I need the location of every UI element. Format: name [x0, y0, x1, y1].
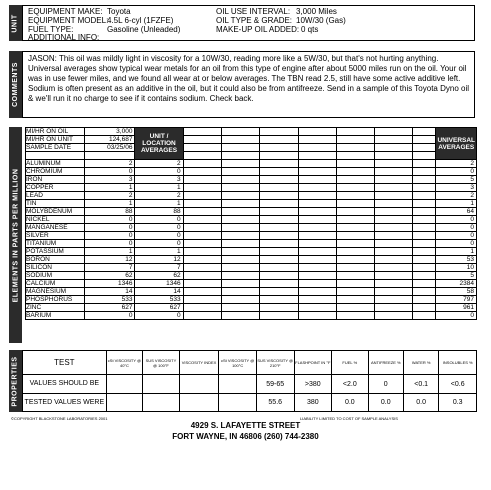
sample-info-label: MI/HR ON UNIT: [26, 136, 85, 144]
copyright-text: ©COPYRIGHT BLACKSTONE LABORATORIES 2001: [11, 416, 108, 421]
sample-info-label: MI/HR ON OIL: [26, 128, 85, 136]
element-row: [26, 192, 477, 200]
should-value-9: <0.6: [439, 375, 477, 394]
element-value: 7: [85, 264, 135, 272]
prop-col-4: SUS VISCOSITY @ 210°F: [256, 351, 294, 375]
makeup-oil-label: MAKE-UP OIL ADDED:: [216, 25, 300, 34]
element-row: [26, 224, 477, 232]
element-row: [26, 160, 477, 168]
tested-value-4: 55.6: [256, 394, 294, 412]
element-name: BORON: [26, 256, 85, 264]
element-name: SODIUM: [26, 272, 85, 280]
element-unit-average: 62: [135, 272, 183, 280]
element-unit-average: 0: [135, 224, 183, 232]
comments-label: COMMENTS: [12, 62, 19, 107]
element-name: MOLYBDENUM: [26, 208, 85, 216]
element-row: [26, 312, 477, 320]
should-value-3: [219, 375, 257, 394]
oil-use-interval-label: OIL USE INTERVAL:: [216, 7, 291, 16]
element-value: 14: [85, 288, 135, 296]
sample-info-value: 3,000: [85, 128, 135, 136]
tested-value-0: [106, 394, 142, 412]
element-value: 0: [85, 216, 135, 224]
element-name: POTASSIUM: [26, 248, 85, 256]
liability-text: LIABILITY LIMITED TO COST OF SAMPLE ANALYSIS: [300, 416, 398, 421]
element-value: 0: [85, 240, 135, 248]
element-row: [26, 248, 477, 256]
element-value: 3: [85, 176, 135, 184]
should-value-7: 0: [368, 375, 403, 394]
sample-info-value: 03/25/06: [85, 144, 135, 152]
element-unit-average: 0: [135, 216, 183, 224]
should-value-1: [143, 375, 179, 394]
element-row: [26, 240, 477, 248]
prop-col-1: SUS VISCOSITY @ 100°F: [143, 351, 179, 375]
tested-value-8: 0.0: [403, 394, 438, 412]
element-row: [26, 280, 477, 288]
element-universal-average: 58: [436, 288, 477, 296]
prop-col-6: FUEL %: [332, 351, 368, 375]
element-row: [26, 296, 477, 304]
element-universal-average: 0: [436, 312, 477, 320]
element-name: BARIUM: [26, 312, 85, 320]
element-row: [26, 264, 477, 272]
element-value: 0: [85, 168, 135, 176]
element-name: TIN: [26, 200, 85, 208]
equipment-make-label: EQUIPMENT MAKE:: [28, 7, 103, 16]
sample-info-value: 124,687: [85, 136, 135, 144]
element-universal-average: 3: [436, 184, 477, 192]
element-row: [26, 184, 477, 192]
element-value: 1346: [85, 280, 135, 288]
element-value: 0: [85, 224, 135, 232]
element-universal-average: 0: [436, 168, 477, 176]
properties-section-label: [9, 350, 22, 412]
element-universal-average: 0: [436, 224, 477, 232]
element-universal-average: 0: [436, 232, 477, 240]
sample-info-row: [26, 128, 477, 136]
element-name: ZINC: [26, 304, 85, 312]
element-name: SILVER: [26, 232, 85, 240]
comments-box: [22, 51, 475, 118]
should-value-2: [179, 375, 219, 394]
oil-use-interval-value: 3,000 Miles: [296, 7, 337, 16]
properties-label: PROPERTIES: [12, 355, 19, 407]
oil-type-grade-label: OIL TYPE & GRADE:: [216, 16, 293, 25]
element-unit-average: 2: [135, 160, 183, 168]
tested-value-1: [143, 394, 179, 412]
sample-info-row: [26, 136, 477, 144]
element-value: 12: [85, 256, 135, 264]
address-line-1: 4929 S. LAFAYETTE STREET: [190, 421, 301, 430]
unit-averages-header: UNIT / LOCATION AVERAGES: [135, 128, 183, 160]
element-unit-average: 627: [135, 304, 183, 312]
element-row: [26, 200, 477, 208]
element-name: PHOSPHORUS: [26, 296, 85, 304]
should-value-8: <0.1: [403, 375, 438, 394]
element-unit-average: 3: [135, 176, 183, 184]
prop-col-2: VISCOSITY INDEX: [179, 351, 219, 375]
element-row: [26, 232, 477, 240]
sample-info-label: SAMPLE DATE: [26, 144, 85, 152]
element-universal-average: 5: [436, 272, 477, 280]
element-value: 1: [85, 200, 135, 208]
element-unit-average: 0: [135, 312, 183, 320]
element-universal-average: 10: [436, 264, 477, 272]
element-unit-average: 14: [135, 288, 183, 296]
element-row: [26, 288, 477, 296]
oil-type-grade-value: 10W/30 (Gas): [296, 16, 346, 25]
element-value: 627: [85, 304, 135, 312]
unit-info-box: [22, 5, 475, 41]
tested-value-3: [219, 394, 257, 412]
universal-averages-header: UNIVERSAL AVERAGES: [436, 128, 477, 160]
element-row: [26, 256, 477, 264]
should-value-4: 59-65: [256, 375, 294, 394]
equipment-model-label: EQUIPMENT MODEL:: [28, 16, 109, 25]
element-universal-average: 2: [436, 192, 477, 200]
should-value-0: [106, 375, 142, 394]
element-name: SILICON: [26, 264, 85, 272]
element-value: 1: [85, 184, 135, 192]
element-universal-average: 0: [436, 216, 477, 224]
element-universal-average: 1: [436, 248, 477, 256]
element-row: [26, 168, 477, 176]
elements-table: [25, 127, 477, 343]
tested-value-5: 380: [294, 394, 332, 412]
element-value: 0: [85, 312, 135, 320]
element-unit-average: 0: [135, 168, 183, 176]
element-unit-average: 0: [135, 232, 183, 240]
element-name: LEAD: [26, 192, 85, 200]
element-unit-average: 533: [135, 296, 183, 304]
fuel-type-label: FUEL TYPE:: [28, 25, 74, 34]
element-name: NICKEL: [26, 216, 85, 224]
element-unit-average: 1: [135, 248, 183, 256]
element-value: 533: [85, 296, 135, 304]
properties-table: [22, 350, 477, 412]
element-name: MANGANESE: [26, 224, 85, 232]
sample-info-row: [26, 144, 477, 152]
should-value-5: >380: [294, 375, 332, 394]
element-row: [26, 176, 477, 184]
equipment-model-value: 4.5L 6-cyl (1FZFE): [107, 16, 174, 25]
test-header: TEST: [23, 351, 107, 375]
element-value: 2: [85, 192, 135, 200]
element-value: 1: [85, 248, 135, 256]
comments-section-label: [9, 51, 22, 118]
tested-values-label: TESTED VALUES WERE: [23, 394, 107, 412]
element-row: [26, 272, 477, 280]
comments-text: JASON: This oil was mildly light in viscosity for a 10W/30, reading more like a 5W/30, but that's not hurting anything. Universal averages show typical wear metals for an oil from this type of engine after about 5000 miles run on the oil. Your oil was in use fewer miles, and we found all wear at or below averages. The TBN read 2.5, still have some active additive left. Sodium is often present as an additive in the oil, but it could also be from antifreeze. Send in a sample of this Toyota Dyno oil & we'll run it no charge to see if it contains sodium. Check back.: [28, 54, 469, 103]
element-name: CALCIUM: [26, 280, 85, 288]
element-universal-average: 961: [436, 304, 477, 312]
element-universal-average: 2: [436, 160, 477, 168]
element-unit-average: 1346: [135, 280, 183, 288]
unit-label: UNIT: [12, 13, 19, 33]
prop-col-8: WATER %: [403, 351, 438, 375]
element-name: CHROMIUM: [26, 168, 85, 176]
element-unit-average: 1: [135, 184, 183, 192]
element-universal-average: 64: [436, 208, 477, 216]
prop-col-7: ANTIFREEZE %: [368, 351, 403, 375]
equipment-make-value: Toyota: [107, 7, 131, 16]
tested-value-9: 0.3: [439, 394, 477, 412]
element-universal-average: 797: [436, 296, 477, 304]
element-universal-average: 2384: [436, 280, 477, 288]
element-name: COPPER: [26, 184, 85, 192]
additional-info-label: ADDITIONAL INFO:: [28, 33, 100, 42]
fuel-type-value: Gasoline (Unleaded): [107, 25, 181, 34]
element-unit-average: 7: [135, 264, 183, 272]
prop-col-9: INSOLUBLES %: [439, 351, 477, 375]
tested-value-2: [179, 394, 219, 412]
element-unit-average: 12: [135, 256, 183, 264]
element-unit-average: 2: [135, 192, 183, 200]
element-universal-average: 0: [436, 240, 477, 248]
element-value: 62: [85, 272, 135, 280]
tested-value-6: 0.0: [332, 394, 368, 412]
element-unit-average: 0: [135, 240, 183, 248]
unit-section-label: [9, 5, 22, 41]
element-row: [26, 304, 477, 312]
prop-col-3: cSt VISCOSITY @ 100°C: [219, 351, 257, 375]
element-universal-average: 53: [436, 256, 477, 264]
prop-col-0: cSt VISCOSITY @ 40°C: [106, 351, 142, 375]
element-row: [26, 208, 477, 216]
elements-section-label: [9, 127, 22, 343]
element-value: 88: [85, 208, 135, 216]
element-name: IRON: [26, 176, 85, 184]
makeup-oil-value: 0 qts: [301, 25, 319, 34]
should-value-6: <2.0: [332, 375, 368, 394]
element-row: [26, 216, 477, 224]
element-universal-average: 1: [436, 200, 477, 208]
tested-value-7: 0.0: [368, 394, 403, 412]
address-line-2: FORT WAYNE, IN 46806 (260) 744-2380: [172, 432, 319, 441]
element-universal-average: 5: [436, 176, 477, 184]
element-value: 2: [85, 160, 135, 168]
elements-label: ELEMENTS IN PARTS PER MILLION: [12, 168, 20, 302]
values-should-be-label: VALUES SHOULD BE: [23, 375, 107, 394]
element-unit-average: 88: [135, 208, 183, 216]
element-name: MAGNESIUM: [26, 288, 85, 296]
element-name: TITANIUM: [26, 240, 85, 248]
element-value: 0: [85, 232, 135, 240]
element-unit-average: 1: [135, 200, 183, 208]
element-name: ALUMINUM: [26, 160, 85, 168]
prop-col-5: FLASHPOINT IN °F: [294, 351, 332, 375]
